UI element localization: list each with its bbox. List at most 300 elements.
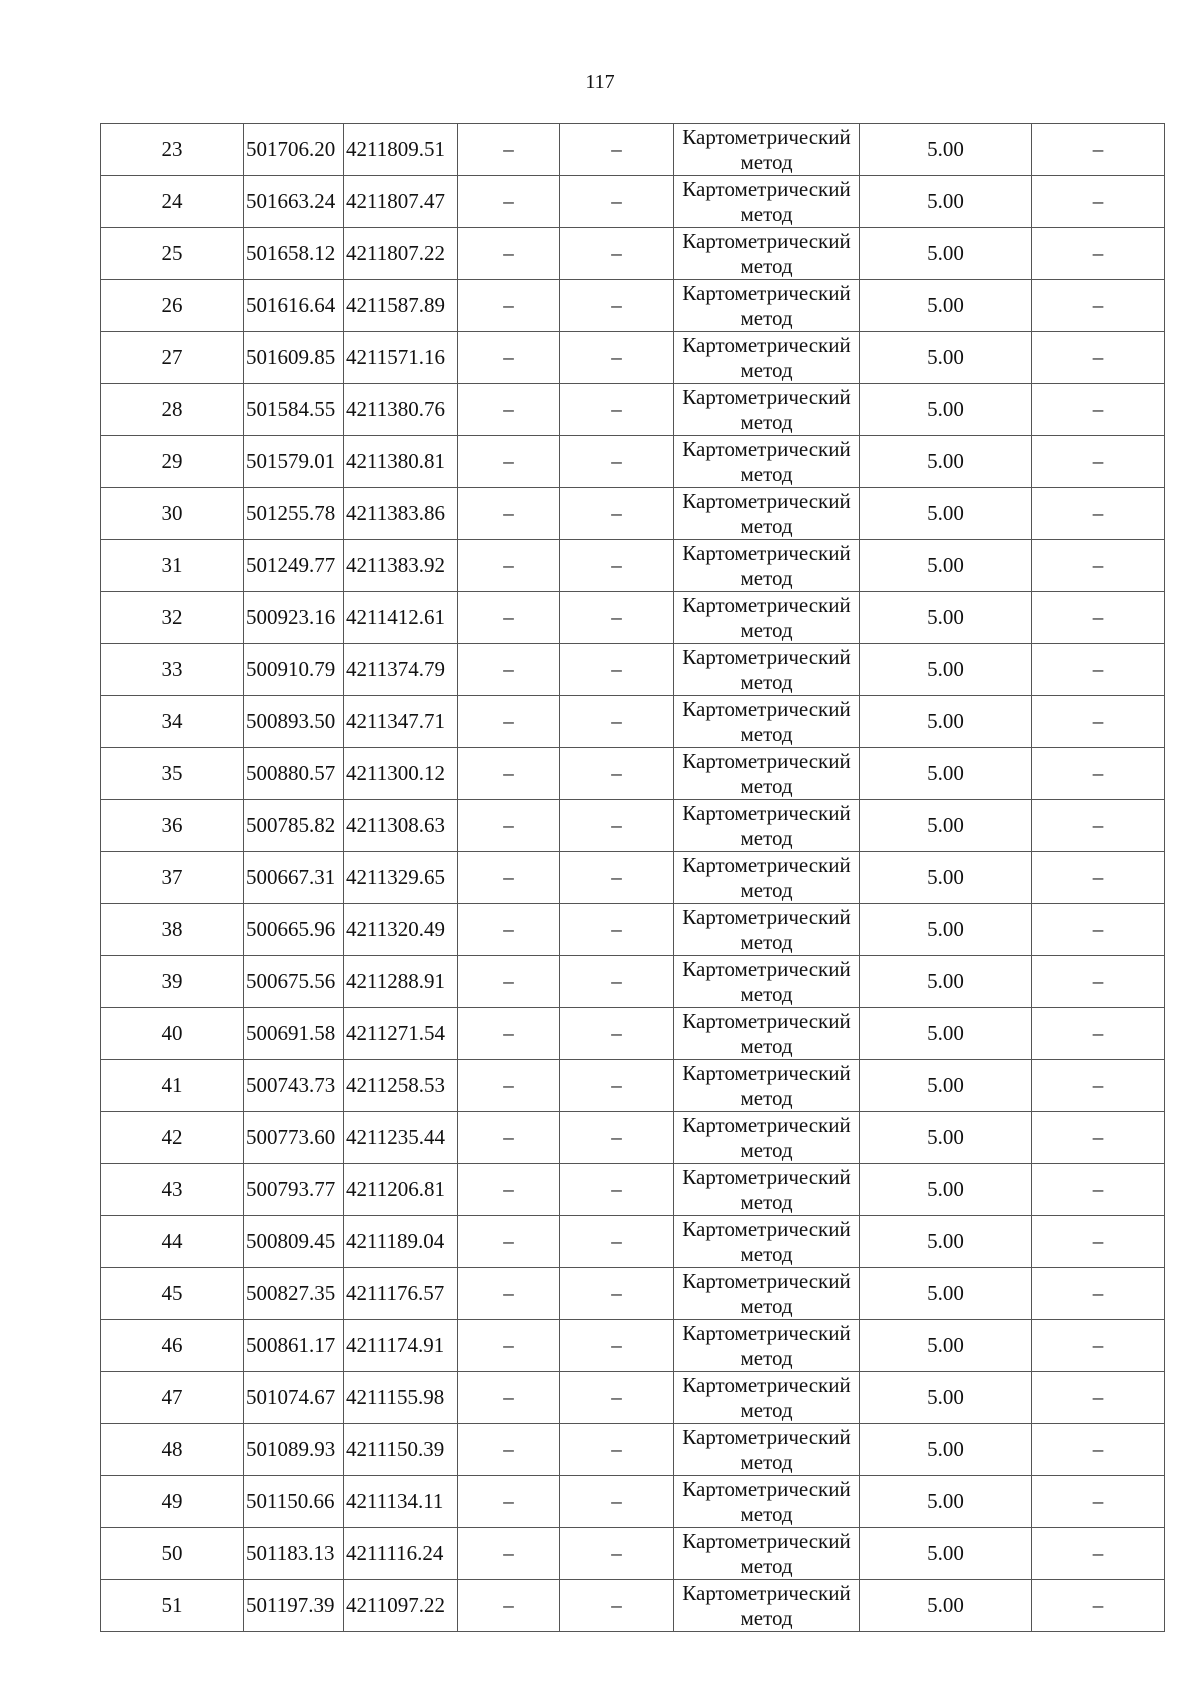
y-coordinate-cell: 4211374.79 bbox=[344, 644, 458, 696]
method-cell bbox=[674, 1164, 860, 1216]
y-coordinate-cell: 4211347.71 bbox=[344, 696, 458, 748]
point-number-cell: 38 bbox=[101, 904, 244, 956]
table-row bbox=[101, 1164, 1165, 1216]
method-text: метод bbox=[740, 1501, 793, 1526]
dash-cell: – bbox=[1032, 1476, 1165, 1528]
method-text: метод bbox=[740, 357, 793, 382]
method-text: метод bbox=[740, 981, 793, 1006]
dash-cell: – bbox=[458, 1320, 560, 1372]
x-coordinate-cell: 500793.77 bbox=[244, 1164, 344, 1216]
method-cell bbox=[674, 696, 860, 748]
table-row bbox=[101, 384, 1165, 436]
dash-cell: – bbox=[1032, 1112, 1165, 1164]
table-row bbox=[101, 1424, 1165, 1476]
y-coordinate-cell: 4211329.65 bbox=[344, 852, 458, 904]
method-text: Картометрический bbox=[682, 436, 851, 461]
method-text: метод bbox=[740, 409, 793, 434]
method-text: Картометрический bbox=[682, 384, 851, 409]
accuracy-cell: 5.00 bbox=[860, 280, 1032, 332]
table-row bbox=[101, 852, 1165, 904]
method-text: метод bbox=[740, 1293, 793, 1318]
method-cell bbox=[674, 436, 860, 488]
dash-cell: – bbox=[560, 540, 674, 592]
method-text: метод bbox=[740, 1345, 793, 1370]
dash-cell: – bbox=[1032, 384, 1165, 436]
method-text: метод bbox=[740, 1605, 793, 1630]
dash-cell: – bbox=[560, 384, 674, 436]
dash-cell: – bbox=[1032, 124, 1165, 176]
method-cell bbox=[674, 540, 860, 592]
dash-cell: – bbox=[560, 1528, 674, 1580]
x-coordinate-cell: 501584.55 bbox=[244, 384, 344, 436]
dash-cell: – bbox=[1032, 956, 1165, 1008]
method-text: метод bbox=[740, 149, 793, 174]
dash-cell: – bbox=[458, 1580, 560, 1632]
y-coordinate-cell: 4211235.44 bbox=[344, 1112, 458, 1164]
dash-cell: – bbox=[560, 1164, 674, 1216]
accuracy-cell: 5.00 bbox=[860, 1476, 1032, 1528]
x-coordinate-cell: 500743.73 bbox=[244, 1060, 344, 1112]
method-text: метод bbox=[740, 253, 793, 278]
table-row bbox=[101, 540, 1165, 592]
dash-cell: – bbox=[458, 748, 560, 800]
point-number-cell: 33 bbox=[101, 644, 244, 696]
point-number-cell: 40 bbox=[101, 1008, 244, 1060]
x-coordinate-cell: 500893.50 bbox=[244, 696, 344, 748]
table-row bbox=[101, 904, 1165, 956]
method-text: Картометрический bbox=[682, 644, 851, 669]
accuracy-cell: 5.00 bbox=[860, 1164, 1032, 1216]
dash-cell: – bbox=[560, 1268, 674, 1320]
x-coordinate-cell: 500809.45 bbox=[244, 1216, 344, 1268]
method-text: Картометрический bbox=[682, 1060, 851, 1085]
x-coordinate-cell: 501197.39 bbox=[244, 1580, 344, 1632]
dash-cell: – bbox=[458, 1476, 560, 1528]
dash-cell: – bbox=[458, 1112, 560, 1164]
x-coordinate-cell: 501579.01 bbox=[244, 436, 344, 488]
method-text: метод bbox=[740, 669, 793, 694]
x-coordinate-cell: 500880.57 bbox=[244, 748, 344, 800]
y-coordinate-cell: 4211189.04 bbox=[344, 1216, 458, 1268]
point-number-cell: 23 bbox=[101, 124, 244, 176]
dash-cell: – bbox=[458, 1216, 560, 1268]
y-coordinate-cell: 4211116.24 bbox=[344, 1528, 458, 1580]
method-cell bbox=[674, 1060, 860, 1112]
point-number-cell: 46 bbox=[101, 1320, 244, 1372]
accuracy-cell: 5.00 bbox=[860, 1268, 1032, 1320]
table-row bbox=[101, 1372, 1165, 1424]
dash-cell: – bbox=[458, 1424, 560, 1476]
x-coordinate-cell: 500667.31 bbox=[244, 852, 344, 904]
dash-cell: – bbox=[1032, 1268, 1165, 1320]
dash-cell: – bbox=[560, 124, 674, 176]
method-cell bbox=[674, 1112, 860, 1164]
x-coordinate-cell: 501658.12 bbox=[244, 228, 344, 280]
method-cell bbox=[674, 1216, 860, 1268]
dash-cell: – bbox=[560, 696, 674, 748]
y-coordinate-cell: 4211571.16 bbox=[344, 332, 458, 384]
dash-cell: – bbox=[458, 696, 560, 748]
dash-cell: – bbox=[560, 1580, 674, 1632]
dash-cell: – bbox=[1032, 1216, 1165, 1268]
dash-cell: – bbox=[1032, 1008, 1165, 1060]
accuracy-cell: 5.00 bbox=[860, 592, 1032, 644]
point-number-cell: 44 bbox=[101, 1216, 244, 1268]
y-coordinate-cell: 4211383.92 bbox=[344, 540, 458, 592]
method-cell bbox=[674, 956, 860, 1008]
dash-cell: – bbox=[458, 384, 560, 436]
y-coordinate-cell: 4211320.49 bbox=[344, 904, 458, 956]
method-text: Картометрический bbox=[682, 124, 851, 149]
table-row bbox=[101, 1060, 1165, 1112]
point-number-cell: 26 bbox=[101, 280, 244, 332]
accuracy-cell: 5.00 bbox=[860, 1424, 1032, 1476]
point-number-cell: 43 bbox=[101, 1164, 244, 1216]
dash-cell: – bbox=[1032, 748, 1165, 800]
dash-cell: – bbox=[1032, 1320, 1165, 1372]
method-text: метод bbox=[740, 773, 793, 798]
accuracy-cell: 5.00 bbox=[860, 748, 1032, 800]
dash-cell: – bbox=[560, 228, 674, 280]
dash-cell: – bbox=[1032, 800, 1165, 852]
point-number-cell: 35 bbox=[101, 748, 244, 800]
dash-cell: – bbox=[458, 644, 560, 696]
x-coordinate-cell: 501663.24 bbox=[244, 176, 344, 228]
accuracy-cell: 5.00 bbox=[860, 228, 1032, 280]
method-cell bbox=[674, 332, 860, 384]
table-row bbox=[101, 1268, 1165, 1320]
x-coordinate-cell: 500691.58 bbox=[244, 1008, 344, 1060]
y-coordinate-cell: 4211308.63 bbox=[344, 800, 458, 852]
method-text: метод bbox=[740, 1241, 793, 1266]
accuracy-cell: 5.00 bbox=[860, 1060, 1032, 1112]
table-row bbox=[101, 1580, 1165, 1632]
point-number-cell: 50 bbox=[101, 1528, 244, 1580]
y-coordinate-cell: 4211150.39 bbox=[344, 1424, 458, 1476]
dash-cell: – bbox=[458, 540, 560, 592]
accuracy-cell: 5.00 bbox=[860, 488, 1032, 540]
method-text: Картометрический bbox=[682, 800, 851, 825]
accuracy-cell: 5.00 bbox=[860, 1528, 1032, 1580]
dash-cell: – bbox=[1032, 228, 1165, 280]
point-number-cell: 48 bbox=[101, 1424, 244, 1476]
x-coordinate-cell: 500665.96 bbox=[244, 904, 344, 956]
x-coordinate-cell: 500910.79 bbox=[244, 644, 344, 696]
point-number-cell: 36 bbox=[101, 800, 244, 852]
accuracy-cell: 5.00 bbox=[860, 124, 1032, 176]
method-cell bbox=[674, 228, 860, 280]
dash-cell: – bbox=[458, 800, 560, 852]
x-coordinate-cell: 501183.13 bbox=[244, 1528, 344, 1580]
table-row bbox=[101, 332, 1165, 384]
accuracy-cell: 5.00 bbox=[860, 852, 1032, 904]
dash-cell: – bbox=[560, 1320, 674, 1372]
method-cell bbox=[674, 592, 860, 644]
table-row bbox=[101, 488, 1165, 540]
y-coordinate-cell: 4211807.22 bbox=[344, 228, 458, 280]
point-number-cell: 27 bbox=[101, 332, 244, 384]
table-row bbox=[101, 280, 1165, 332]
dash-cell: – bbox=[458, 1528, 560, 1580]
method-cell bbox=[674, 1320, 860, 1372]
y-coordinate-cell: 4211206.81 bbox=[344, 1164, 458, 1216]
dash-cell: – bbox=[560, 592, 674, 644]
method-text: Картометрический bbox=[682, 540, 851, 565]
accuracy-cell: 5.00 bbox=[860, 1008, 1032, 1060]
method-text: Картометрический bbox=[682, 1580, 851, 1605]
dash-cell: – bbox=[560, 436, 674, 488]
method-text: Картометрический bbox=[682, 904, 851, 929]
point-number-cell: 45 bbox=[101, 1268, 244, 1320]
method-text: Картометрический bbox=[682, 1320, 851, 1345]
method-cell bbox=[674, 1372, 860, 1424]
table-row bbox=[101, 124, 1165, 176]
table-row bbox=[101, 956, 1165, 1008]
table-row bbox=[101, 1320, 1165, 1372]
table-row bbox=[101, 1112, 1165, 1164]
method-text: Картометрический bbox=[682, 488, 851, 513]
accuracy-cell: 5.00 bbox=[860, 696, 1032, 748]
dash-cell: – bbox=[1032, 1164, 1165, 1216]
table-row bbox=[101, 748, 1165, 800]
page-number: 117 bbox=[585, 71, 615, 93]
x-coordinate-cell: 501609.85 bbox=[244, 332, 344, 384]
accuracy-cell: 5.00 bbox=[860, 384, 1032, 436]
table-row bbox=[101, 1528, 1165, 1580]
method-text: метод bbox=[740, 513, 793, 538]
method-text: метод bbox=[740, 877, 793, 902]
table-row bbox=[101, 644, 1165, 696]
dash-cell: – bbox=[560, 1424, 674, 1476]
dash-cell: – bbox=[560, 1216, 674, 1268]
accuracy-cell: 5.00 bbox=[860, 956, 1032, 1008]
method-text: метод bbox=[740, 305, 793, 330]
point-number-cell: 28 bbox=[101, 384, 244, 436]
method-text: метод bbox=[740, 1189, 793, 1214]
dash-cell: – bbox=[560, 956, 674, 1008]
dash-cell: – bbox=[458, 332, 560, 384]
method-cell bbox=[674, 1424, 860, 1476]
dash-cell: – bbox=[560, 1008, 674, 1060]
table-row bbox=[101, 696, 1165, 748]
point-number-cell: 41 bbox=[101, 1060, 244, 1112]
y-coordinate-cell: 4211176.57 bbox=[344, 1268, 458, 1320]
table-body bbox=[101, 124, 1165, 1632]
point-number-cell: 39 bbox=[101, 956, 244, 1008]
point-number-cell: 25 bbox=[101, 228, 244, 280]
method-cell bbox=[674, 800, 860, 852]
table-row bbox=[101, 176, 1165, 228]
point-number-cell: 31 bbox=[101, 540, 244, 592]
x-coordinate-cell: 501249.77 bbox=[244, 540, 344, 592]
table-row bbox=[101, 592, 1165, 644]
dash-cell: – bbox=[458, 904, 560, 956]
dash-cell: – bbox=[560, 280, 674, 332]
dash-cell: – bbox=[560, 1112, 674, 1164]
method-text: Картометрический bbox=[682, 748, 851, 773]
dash-cell: – bbox=[458, 1164, 560, 1216]
point-number-cell: 24 bbox=[101, 176, 244, 228]
accuracy-cell: 5.00 bbox=[860, 644, 1032, 696]
method-text: Картометрический bbox=[682, 332, 851, 357]
method-text: Картометрический bbox=[682, 1476, 851, 1501]
y-coordinate-cell: 4211380.76 bbox=[344, 384, 458, 436]
method-cell bbox=[674, 1580, 860, 1632]
method-text: метод bbox=[740, 721, 793, 746]
method-cell bbox=[674, 176, 860, 228]
dash-cell: – bbox=[458, 956, 560, 1008]
accuracy-cell: 5.00 bbox=[860, 176, 1032, 228]
method-cell bbox=[674, 748, 860, 800]
dash-cell: – bbox=[1032, 280, 1165, 332]
y-coordinate-cell: 4211258.53 bbox=[344, 1060, 458, 1112]
method-text: Картометрический bbox=[682, 1164, 851, 1189]
dash-cell: – bbox=[458, 592, 560, 644]
method-cell bbox=[674, 384, 860, 436]
accuracy-cell: 5.00 bbox=[860, 1216, 1032, 1268]
method-cell bbox=[674, 1008, 860, 1060]
method-cell bbox=[674, 1528, 860, 1580]
dash-cell: – bbox=[560, 332, 674, 384]
dash-cell: – bbox=[458, 852, 560, 904]
dash-cell: – bbox=[1032, 1372, 1165, 1424]
method-text: метод bbox=[740, 825, 793, 850]
table-row bbox=[101, 228, 1165, 280]
y-coordinate-cell: 4211097.22 bbox=[344, 1580, 458, 1632]
dash-cell: – bbox=[560, 644, 674, 696]
dash-cell: – bbox=[560, 852, 674, 904]
point-number-cell: 47 bbox=[101, 1372, 244, 1424]
accuracy-cell: 5.00 bbox=[860, 1320, 1032, 1372]
dash-cell: – bbox=[560, 904, 674, 956]
dash-cell: – bbox=[560, 176, 674, 228]
point-number-cell: 51 bbox=[101, 1580, 244, 1632]
accuracy-cell: 5.00 bbox=[860, 1112, 1032, 1164]
y-coordinate-cell: 4211412.61 bbox=[344, 592, 458, 644]
method-text: метод bbox=[740, 565, 793, 590]
method-cell bbox=[674, 280, 860, 332]
dash-cell: – bbox=[458, 1060, 560, 1112]
table-row bbox=[101, 1216, 1165, 1268]
x-coordinate-cell: 501074.67 bbox=[244, 1372, 344, 1424]
dash-cell: – bbox=[1032, 488, 1165, 540]
dash-cell: – bbox=[560, 488, 674, 540]
table-row bbox=[101, 1008, 1165, 1060]
accuracy-cell: 5.00 bbox=[860, 332, 1032, 384]
x-coordinate-cell: 500785.82 bbox=[244, 800, 344, 852]
point-number-cell: 49 bbox=[101, 1476, 244, 1528]
dash-cell: – bbox=[1032, 852, 1165, 904]
dash-cell: – bbox=[1032, 1060, 1165, 1112]
method-cell bbox=[674, 124, 860, 176]
method-text: Картометрический bbox=[682, 1372, 851, 1397]
method-text: метод bbox=[740, 1085, 793, 1110]
y-coordinate-cell: 4211809.51 bbox=[344, 124, 458, 176]
accuracy-cell: 5.00 bbox=[860, 540, 1032, 592]
table-row bbox=[101, 436, 1165, 488]
method-cell bbox=[674, 1268, 860, 1320]
method-text: Картометрический bbox=[682, 592, 851, 617]
accuracy-cell: 5.00 bbox=[860, 1372, 1032, 1424]
dash-cell: – bbox=[458, 1372, 560, 1424]
y-coordinate-cell: 4211300.12 bbox=[344, 748, 458, 800]
method-text: Картометрический bbox=[682, 176, 851, 201]
dash-cell: – bbox=[458, 228, 560, 280]
dash-cell: – bbox=[458, 488, 560, 540]
accuracy-cell: 5.00 bbox=[860, 904, 1032, 956]
y-coordinate-cell: 4211174.91 bbox=[344, 1320, 458, 1372]
x-coordinate-cell: 500861.17 bbox=[244, 1320, 344, 1372]
y-coordinate-cell: 4211288.91 bbox=[344, 956, 458, 1008]
dash-cell: – bbox=[1032, 696, 1165, 748]
method-text: Картометрический bbox=[682, 852, 851, 877]
x-coordinate-cell: 500827.35 bbox=[244, 1268, 344, 1320]
method-cell bbox=[674, 1476, 860, 1528]
x-coordinate-cell: 501255.78 bbox=[244, 488, 344, 540]
point-number-cell: 32 bbox=[101, 592, 244, 644]
y-coordinate-cell: 4211380.81 bbox=[344, 436, 458, 488]
x-coordinate-cell: 501706.20 bbox=[244, 124, 344, 176]
y-coordinate-cell: 4211383.86 bbox=[344, 488, 458, 540]
dash-cell: – bbox=[1032, 176, 1165, 228]
table-row bbox=[101, 800, 1165, 852]
x-coordinate-cell: 501089.93 bbox=[244, 1424, 344, 1476]
x-coordinate-cell: 500675.56 bbox=[244, 956, 344, 1008]
y-coordinate-cell: 4211155.98 bbox=[344, 1372, 458, 1424]
dash-cell: – bbox=[458, 124, 560, 176]
dash-cell: – bbox=[560, 800, 674, 852]
method-cell bbox=[674, 904, 860, 956]
method-text: метод bbox=[740, 1397, 793, 1422]
dash-cell: – bbox=[1032, 644, 1165, 696]
method-text: Картометрический bbox=[682, 1008, 851, 1033]
dash-cell: – bbox=[560, 748, 674, 800]
table-row bbox=[101, 1476, 1165, 1528]
y-coordinate-cell: 4211587.89 bbox=[344, 280, 458, 332]
point-number-cell: 37 bbox=[101, 852, 244, 904]
y-coordinate-cell: 4211134.11 bbox=[344, 1476, 458, 1528]
method-text: метод bbox=[740, 1137, 793, 1162]
method-cell bbox=[674, 644, 860, 696]
method-text: Картометрический bbox=[682, 1424, 851, 1449]
coordinates-table-container bbox=[100, 123, 1164, 1630]
dash-cell: – bbox=[1032, 1424, 1165, 1476]
x-coordinate-cell: 500773.60 bbox=[244, 1112, 344, 1164]
method-text: Картометрический bbox=[682, 1268, 851, 1293]
method-text: Картометрический bbox=[682, 696, 851, 721]
point-number-cell: 34 bbox=[101, 696, 244, 748]
point-number-cell: 42 bbox=[101, 1112, 244, 1164]
dash-cell: – bbox=[1032, 332, 1165, 384]
method-text: Картометрический bbox=[682, 1528, 851, 1553]
method-text: метод bbox=[740, 201, 793, 226]
dash-cell: – bbox=[458, 176, 560, 228]
method-text: метод bbox=[740, 1553, 793, 1578]
method-text: метод bbox=[740, 929, 793, 954]
dash-cell: – bbox=[1032, 540, 1165, 592]
dash-cell: – bbox=[1032, 592, 1165, 644]
x-coordinate-cell: 501150.66 bbox=[244, 1476, 344, 1528]
dash-cell: – bbox=[560, 1476, 674, 1528]
accuracy-cell: 5.00 bbox=[860, 800, 1032, 852]
x-coordinate-cell: 500923.16 bbox=[244, 592, 344, 644]
accuracy-cell: 5.00 bbox=[860, 1580, 1032, 1632]
dash-cell: – bbox=[1032, 1528, 1165, 1580]
dash-cell: – bbox=[458, 280, 560, 332]
point-number-cell: 30 bbox=[101, 488, 244, 540]
dash-cell: – bbox=[1032, 904, 1165, 956]
method-text: Картометрический bbox=[682, 280, 851, 305]
